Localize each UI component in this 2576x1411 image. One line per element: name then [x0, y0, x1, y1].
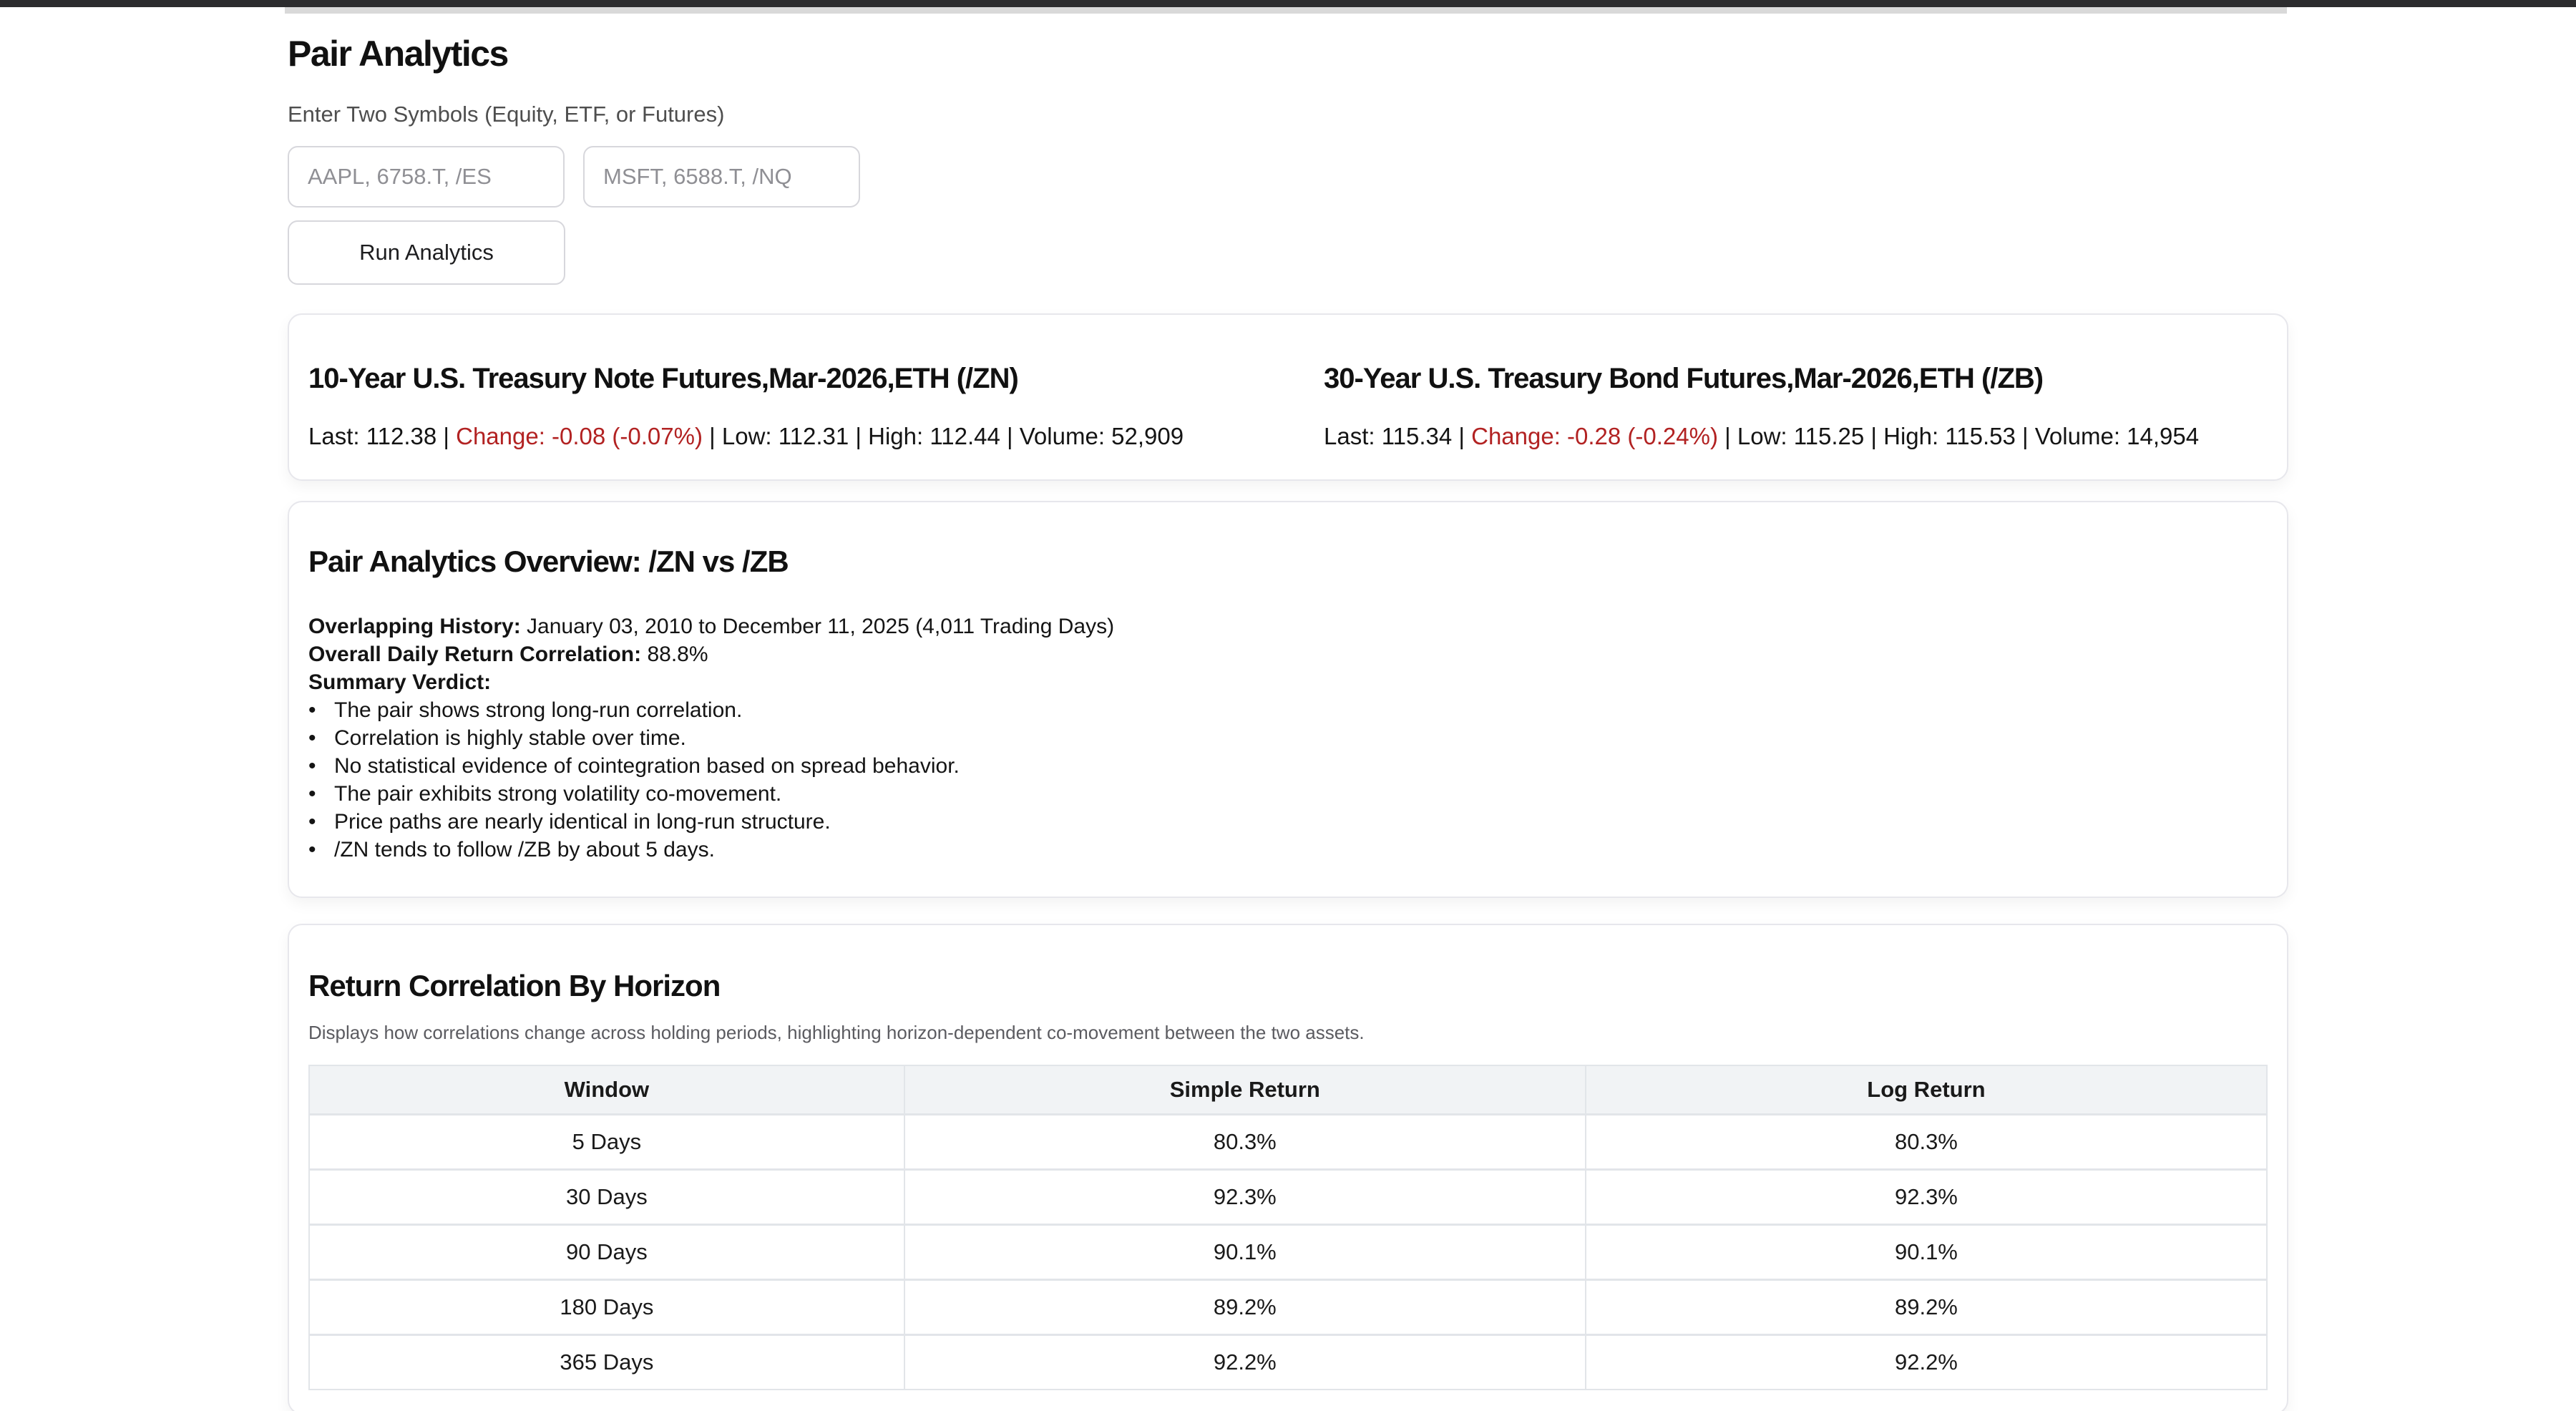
bullet-dot: •: [308, 754, 316, 778]
overlapping-history-value: January 03, 2010 to December 11, 2025 (4,011 Trading Days): [520, 615, 1115, 638]
quote-zb-stats-rest: | Low: 115.25 | High: 115.53 | Volume: 14,954: [1717, 423, 2200, 449]
overall-correlation-label: Overall Daily Return Correlation:: [308, 643, 642, 666]
bullet-dot: •: [308, 838, 316, 861]
horizon-correlation-card: [288, 924, 2288, 1411]
cell-simple-return: 92.3%: [904, 1170, 1586, 1225]
verdict-bullet-text: Correlation is highly stable over time.: [334, 726, 686, 750]
cell-log-return: 80.3%: [1586, 1115, 2267, 1170]
table-row: [309, 1115, 2267, 1170]
summary-verdict-label: Summary Verdict:: [308, 670, 492, 694]
verdict-bullet-text: /ZN tends to follow /ZB by about 5 days.: [334, 838, 715, 861]
main-content: [288, 0, 2288, 1411]
horizon-subtitle: Displays how correlations change across holding periods, highlighting horizon-dependent co-movement between the two assets.: [308, 1022, 1365, 1043]
verdict-list: [308, 696, 2268, 864]
quote-zn-stats: [308, 422, 1288, 451]
quotes-card: [288, 313, 2288, 481]
symbols-entry-label: Enter Two Symbols (Equity, ETF, or Futures): [288, 102, 725, 127]
verdict-bullet: [308, 780, 2268, 808]
header-log-return: Log Return: [1586, 1065, 2267, 1115]
pair-overview-body: [308, 612, 2268, 864]
quote-zn-change: Change: -0.08 (-0.07%): [456, 423, 703, 449]
cell-window: 5 Days: [309, 1115, 904, 1170]
cell-log-return: 92.3%: [1586, 1170, 2267, 1225]
symbol-inputs-row: [288, 146, 2288, 208]
cell-simple-return: 90.1%: [904, 1225, 1586, 1280]
verdict-bullet: [308, 836, 2268, 864]
verdict-bullet-text: The pair shows strong long-run correlation.: [334, 698, 743, 722]
quote-zn-stats-last: Last: 112.38 |: [308, 423, 457, 449]
overall-correlation-line: [308, 640, 2268, 668]
cell-window: 90 Days: [309, 1225, 904, 1280]
table-row: [309, 1170, 2267, 1225]
header-window: Window: [309, 1065, 904, 1115]
cell-window: 365 Days: [309, 1335, 904, 1390]
quote-zb: [1288, 359, 2268, 451]
pair-overview-card: [288, 501, 2288, 898]
cell-log-return: 90.1%: [1586, 1225, 2267, 1280]
verdict-bullet-text: The pair exhibits strong volatility co-movement.: [334, 782, 782, 806]
verdict-bullet: [308, 808, 2268, 836]
bullet-dot: •: [308, 782, 316, 806]
cell-window: 180 Days: [309, 1280, 904, 1335]
verdict-bullet-text: Price paths are nearly identical in long-run structure.: [334, 810, 831, 834]
horizon-title: Return Correlation By Horizon: [308, 969, 721, 1002]
verdict-bullet: [308, 724, 2268, 752]
verdict-bullet-text: No statistical evidence of cointegration based on spread behavior.: [334, 754, 960, 778]
overlapping-history-line: [308, 612, 2268, 640]
table-row: [309, 1335, 2267, 1390]
cell-simple-return: 92.2%: [904, 1335, 1586, 1390]
cell-simple-return: 89.2%: [904, 1280, 1586, 1335]
summary-verdict-line: [308, 668, 2268, 696]
bullet-dot: •: [308, 698, 316, 722]
cell-log-return: 89.2%: [1586, 1280, 2267, 1335]
horizon-table: [308, 1065, 2268, 1390]
table-row: [309, 1225, 2267, 1280]
bullet-dot: •: [308, 726, 316, 750]
quote-zn-stats-rest: | Low: 112.31 | High: 112.44 | Volume: 52,909: [702, 423, 1184, 449]
quote-zb-stats: [1324, 422, 2268, 451]
quote-zb-change: Change: -0.28 (-0.24%): [1471, 423, 1718, 449]
cell-simple-return: 80.3%: [904, 1115, 1586, 1170]
quote-zb-title: 30-Year U.S. Treasury Bond Futures,Mar-2026,ETH (/ZB): [1324, 363, 2044, 394]
run-analytics-button[interactable]: Run Analytics: [288, 220, 565, 285]
verdict-bullet: [308, 696, 2268, 724]
bullet-dot: •: [308, 810, 316, 834]
table-row: [309, 1280, 2267, 1335]
verdict-bullet: [308, 752, 2268, 780]
overall-correlation-value: 88.8%: [641, 643, 708, 666]
header-simple-return: Simple Return: [904, 1065, 1586, 1115]
cell-log-return: 92.2%: [1586, 1335, 2267, 1390]
quote-zn-title: 10-Year U.S. Treasury Note Futures,Mar-2026,ETH (/ZN): [308, 363, 1018, 394]
table-header-row: [309, 1065, 2267, 1115]
quote-zb-stats-last: Last: 115.34 |: [1324, 423, 1472, 449]
page-title: Pair Analytics: [288, 34, 508, 74]
symbol1-input[interactable]: [288, 146, 565, 208]
overlapping-history-label: Overlapping History:: [308, 615, 521, 638]
quote-zn: [308, 359, 1288, 451]
pair-overview-title: Pair Analytics Overview: /ZN vs /ZB: [308, 545, 789, 578]
symbol2-input[interactable]: [583, 146, 860, 208]
cell-window: 30 Days: [309, 1170, 904, 1225]
